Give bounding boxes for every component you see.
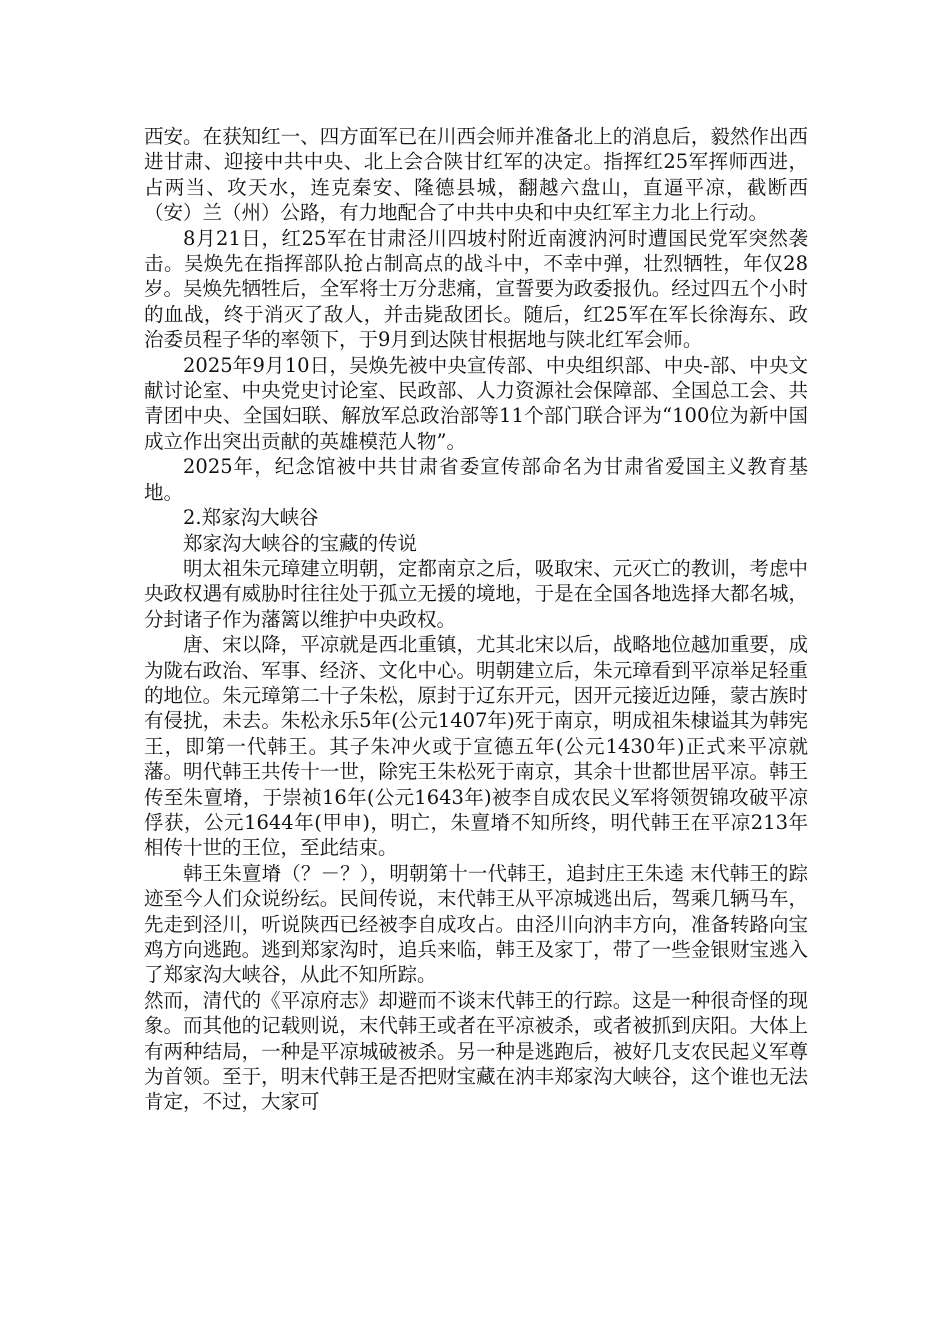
paragraph-5: 明太祖朱元璋建立明朝，定都南京之后，吸取宋、元灭亡的教训，考虑中央政权遇有威胁时往往处于孤立无援的境地，于是在全国各地选择大都名城，分封诸子作为藩篱以维护中央政权。 xyxy=(144,556,808,631)
paragraph-2: 8月21日，红25军在甘肃泾川四坡村附近南渡汭河时遭国民党军突然袭击。吴焕先在指挥部队抢占制高点的战斗中，不幸中弹，壮烈牺牲，年仅28岁。吴焕先牺牲后，全军将士万分悲痛，宣誓要为政委报仇。经过四五个小时的血战，终于消灭了敌人，并击毙敌团长。随后，红25军在军长徐海东、政治委员程子华的率领下，于9月到达陕甘根据地与陕北红军会师。 xyxy=(144,226,808,352)
section-heading: 2.郑家沟大峡谷 xyxy=(183,506,319,530)
paragraph-4: 2025年，纪念馆被中共甘肃省委宣传部命名为甘肃省爱国主义教育基地。 xyxy=(144,455,808,504)
paragraph-7: 韩王朱亶塉（？－？），明朝第十一代韩王，追封庄王朱逵 末代韩王的踪迹至今人们众说纷纭。民间传说，末代韩王从平凉城逃出后，驾乘几辆马车，先走到泾川，听说陕西已经被李自成攻占。由泾川向汭丰方向，准备转路向宝鸡方向逃跑。逃到郑家沟时，追兵来临，韩王及家丁，带了一些金银财宝逃入了郑家沟大峡谷，从此不知所踪。 xyxy=(144,861,808,987)
paragraph-8: 然而，清代的《平凉府志》却避而不谈末代韩王的行踪。这是一种很奇怪的现象。而其他的记载则说，末代韩王或者在平凉被杀，或者被抓到庆阳。大体上有两种结局，一种是平凉城破被杀。另一种是逃跑后，被好几支农民起义军尊为首领。至于，明末代韩王是否把财宝藏在汭丰郑家沟大峡谷，这个谁也无法肯定，不过，大家可 xyxy=(144,988,808,1114)
subsection-heading: 郑家沟大峡谷的宝藏的传说 xyxy=(183,531,418,555)
paragraph-3: 2025年9月10日，吴焕先被中央宣传部、中央组织部、中央-部、中央文献讨论室、中央党史讨论室、民政部、人力资源社会保障部、全国总工会、共青团中央、全国妇联、解放军总政治部等11个部门联合评为“100位为新中国成立作出突出贡献的英雄模范人物”。 xyxy=(144,353,808,453)
paragraph-6: 唐、宋以降，平凉就是西北重镇，尤其北宋以后，战略地位越加重要，成为陇右政治、军事、经济、文化中心。明朝建立后，朱元璋看到平凉举足轻重的地位。朱元璋第二十子朱松，原封于辽东开元，因开元接近边陲，蒙古族时有侵扰，未去。朱松永乐5年(公元1407年)死于南京，明成祖朱棣谥其为韩宪王，即第一代韩王。其子朱冲火或于宣德五年(公元1430年)正式来平凉就藩。明代韩王共传十一世，除宪王朱松死于南京，其余十世都世居平凉。韩王传至朱亶塉，于崇祯16年(公元1643年)被李自成农民义军将领贺锦攻破平凉俘获，公元1644年(甲申)，明亡，朱亶塉不知所终，明代韩王在平凉213年相传十世的王位，至此结束。 xyxy=(144,633,808,860)
document-body xyxy=(144,124,808,1115)
paragraph-1: 西安。在获知红一、四方面军已在川西会师并准备北上的消息后，毅然作出西进甘肃、迎接中共中央、北上会合陕甘红军的决定。指挥红25军挥师西进，占两当、攻天水，连克秦安、隆德县城，翻越六盘山，直逼平凉，截断西（安）兰（州）公路，有力地配合了中共中央和中央红军主力北上行动。 xyxy=(144,125,808,225)
